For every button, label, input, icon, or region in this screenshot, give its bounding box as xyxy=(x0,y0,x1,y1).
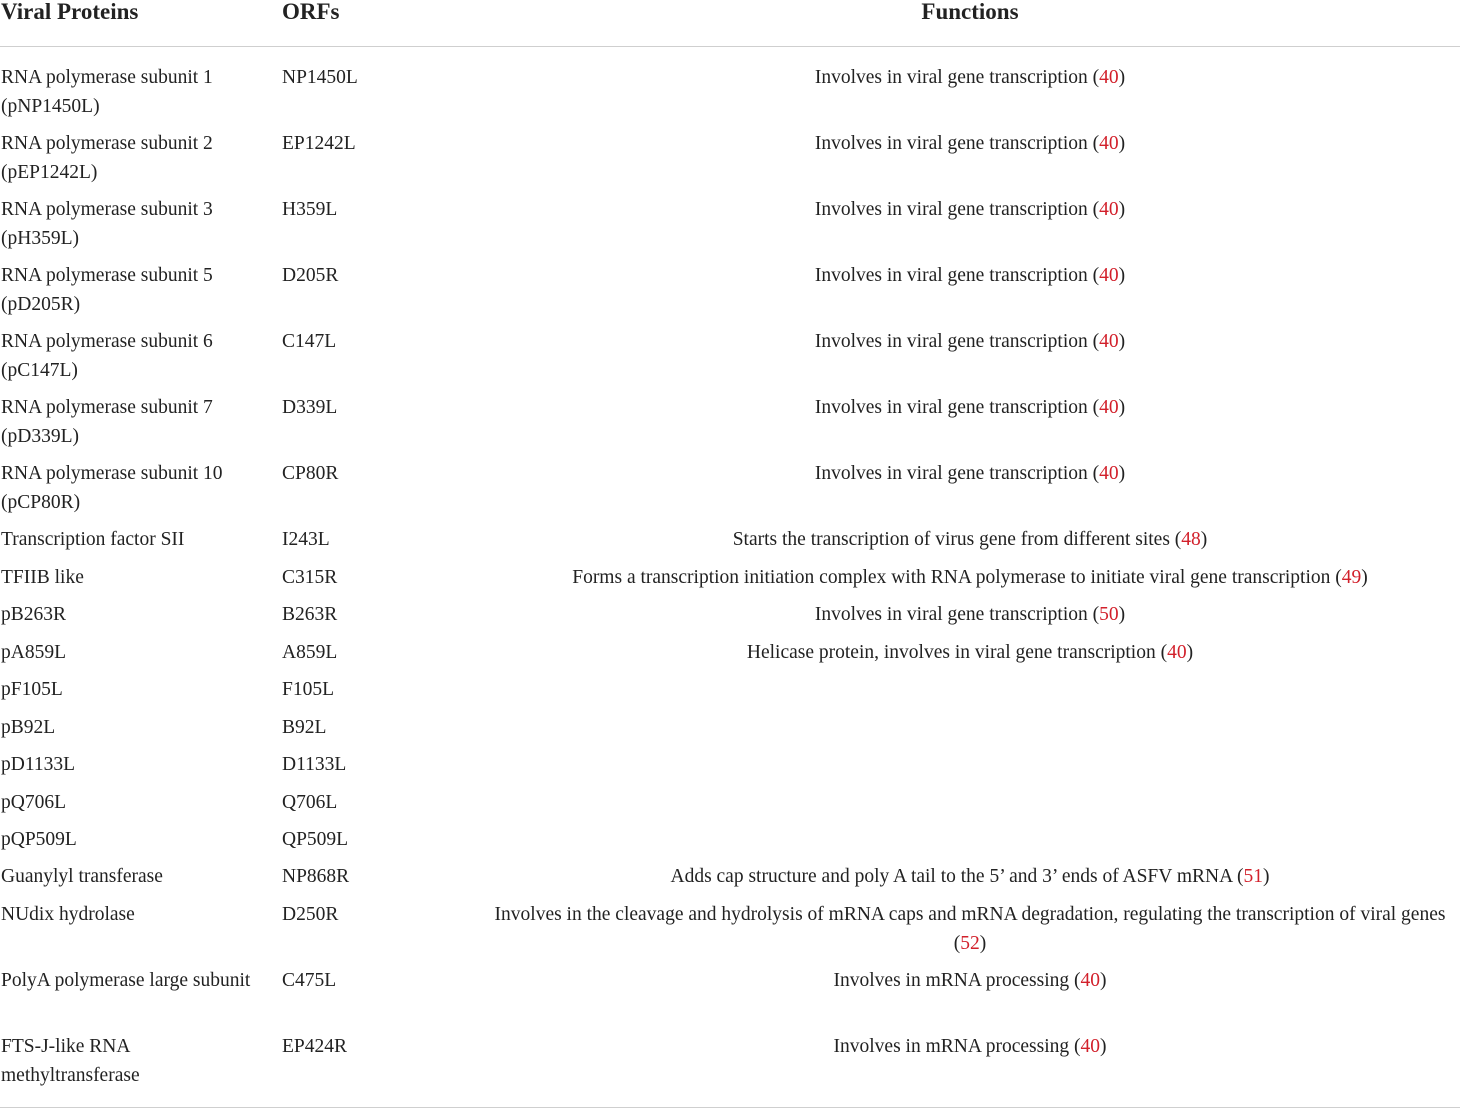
function-text: Involves in viral gene transcription xyxy=(814,604,1088,625)
cell-viral-protein: TFIIB like xyxy=(1,567,84,588)
cell-function xyxy=(485,196,1455,225)
ref-open-paren: ( xyxy=(1087,397,1100,418)
reference-link[interactable]: 40 xyxy=(1099,463,1119,484)
reference-link[interactable]: 40 xyxy=(1167,642,1187,663)
cell-viral-protein: RNA polymerase subunit 1 (pNP1450L) xyxy=(1,67,213,117)
ref-close-paren: ) xyxy=(1118,199,1126,220)
cell-function xyxy=(485,64,1455,93)
cell-orf: F105L xyxy=(282,679,335,700)
cell-viral-protein: pD1133L xyxy=(1,754,76,775)
cell-viral-protein: pB92L xyxy=(1,717,56,738)
cell-function xyxy=(485,130,1455,159)
function-text: Involves in viral gene transcription xyxy=(814,331,1088,352)
cell-function xyxy=(485,901,1455,958)
cell-viral-protein: RNA polymerase subunit 10 (pCP80R) xyxy=(1,463,223,513)
cell-orf: D205R xyxy=(282,265,339,286)
cell-viral-protein: Guanylyl transferase xyxy=(1,866,163,887)
ref-open-paren: ( xyxy=(1087,67,1100,88)
reference-link[interactable]: 52 xyxy=(960,932,980,954)
ref-close-paren: ) xyxy=(1118,604,1126,625)
ref-close-paren: ) xyxy=(1186,642,1194,663)
table-bottom-rule xyxy=(0,1107,1460,1108)
function-text: Adds cap structure and poly A tail to the 5’ and 3’ ends of ASFV mRNA xyxy=(670,866,1233,887)
cell-orf: C315R xyxy=(282,567,338,588)
cell-orf: B263R xyxy=(282,604,338,625)
ref-close-paren: ) xyxy=(1118,463,1126,484)
cell-orf: NP868R xyxy=(282,866,350,887)
ref-open-paren: ( xyxy=(1087,265,1100,286)
ref-close-paren: ) xyxy=(1118,67,1126,88)
reference-link[interactable]: 40 xyxy=(1099,397,1119,418)
cell-orf: EP1242L xyxy=(282,133,356,154)
ref-open-paren: ( xyxy=(1169,529,1182,550)
ref-close-paren: ) xyxy=(1200,529,1208,550)
cell-function xyxy=(485,328,1455,357)
function-text: Involves in viral gene transcription xyxy=(814,397,1088,418)
cell-orf: NP1450L xyxy=(282,67,358,88)
function-text: Involves in mRNA processing xyxy=(833,1036,1070,1057)
ref-open-paren: ( xyxy=(1069,1036,1081,1057)
reference-link[interactable]: 40 xyxy=(1080,1036,1100,1057)
cell-viral-protein: RNA polymerase subunit 3 (pH359L) xyxy=(1,199,213,249)
table-header xyxy=(0,0,1460,47)
cell-orf: D250R xyxy=(282,904,339,925)
reference-link[interactable]: 40 xyxy=(1099,199,1119,220)
cell-viral-protein: RNA polymerase subunit 6 (pC147L) xyxy=(1,331,213,381)
cell-function xyxy=(485,526,1455,555)
cell-orf: D339L xyxy=(282,397,338,418)
ref-close-paren: ) xyxy=(1361,567,1368,588)
reference-link[interactable]: 40 xyxy=(1099,265,1119,286)
ref-close-paren: ) xyxy=(1118,397,1126,418)
cell-orf: C147L xyxy=(282,331,337,352)
cell-viral-protein: Transcription factor SII xyxy=(1,529,185,550)
cell-function xyxy=(485,564,1455,593)
cell-viral-protein: RNA polymerase subunit 2 (pEP1242L) xyxy=(1,133,213,183)
cell-function xyxy=(485,967,1455,996)
cell-function xyxy=(485,601,1455,630)
ref-open-paren: ( xyxy=(1087,604,1100,625)
function-text: Forms a transcription initiation complex with RNA polymerase to initiate viral gene transcription xyxy=(572,567,1331,588)
cell-viral-protein: RNA polymerase subunit 7 (pD339L) xyxy=(1,397,213,447)
cell-viral-protein: RNA polymerase subunit 5 (pD205R) xyxy=(1,265,213,315)
reference-link[interactable]: 40 xyxy=(1099,67,1119,88)
cell-viral-protein: NUdix hydrolase xyxy=(1,904,135,925)
cell-orf: C475L xyxy=(282,970,337,991)
cell-orf: H359L xyxy=(282,199,338,220)
cell-orf: A859L xyxy=(282,642,338,663)
function-text: Involves in the cleavage and hydrolysis of mRNA caps and mRNA degradation, regulating the transcription of viral genes xyxy=(494,904,1446,925)
function-text: Involves in viral gene transcription xyxy=(814,133,1088,154)
cell-orf: B92L xyxy=(282,717,327,738)
function-text: Helicase protein, involves in viral gene transcription xyxy=(746,642,1156,663)
ref-open-paren: ( xyxy=(1087,463,1100,484)
header-orfs: ORFs xyxy=(282,0,340,24)
cell-orf: CP80R xyxy=(282,463,339,484)
ref-close-paren: ) xyxy=(1099,970,1107,991)
function-text: Involves in viral gene transcription xyxy=(814,199,1088,220)
cell-function xyxy=(485,262,1455,291)
ref-open-paren: ( xyxy=(1087,199,1100,220)
ref-open-paren: ( xyxy=(1330,567,1342,588)
ref-open-paren: ( xyxy=(1087,133,1100,154)
function-text: Involves in mRNA processing xyxy=(833,970,1070,991)
ref-open-paren: ( xyxy=(1232,866,1244,887)
ref-open-paren: ( xyxy=(953,932,961,954)
reference-link[interactable]: 40 xyxy=(1099,331,1119,352)
ref-open-paren: ( xyxy=(1087,331,1100,352)
ref-open-paren: ( xyxy=(1155,642,1168,663)
cell-viral-protein: pB263R xyxy=(1,604,67,625)
function-text: Involves in viral gene transcription xyxy=(814,265,1088,286)
ref-close-paren: ) xyxy=(1118,331,1126,352)
cell-viral-protein: FTS-J-like RNA methyltransferase xyxy=(1,1036,140,1086)
cell-viral-protein: pQP509L xyxy=(1,829,77,850)
cell-viral-protein: PolyA polymerase large subunit xyxy=(1,970,251,991)
ref-close-paren: ) xyxy=(1118,265,1126,286)
reference-link[interactable]: 40 xyxy=(1080,970,1100,991)
ref-open-paren: ( xyxy=(1069,970,1081,991)
cell-orf: QP509L xyxy=(282,829,349,850)
function-text: Involves in viral gene transcription xyxy=(814,67,1088,88)
cell-function xyxy=(485,460,1455,489)
cell-function xyxy=(485,863,1455,892)
ref-close-paren: ) xyxy=(1099,1036,1107,1057)
cell-orf: D1133L xyxy=(282,754,347,775)
header-viral-proteins: Viral Proteins xyxy=(1,0,139,24)
cell-orf: I243L xyxy=(282,529,330,550)
ref-close-paren: ) xyxy=(1118,133,1126,154)
cell-viral-protein: pA859L xyxy=(1,642,66,663)
cell-function xyxy=(485,394,1455,423)
reference-link[interactable]: 48 xyxy=(1181,529,1201,550)
cell-orf: EP424R xyxy=(282,1036,348,1057)
cell-function xyxy=(485,1033,1455,1062)
reference-link[interactable]: 51 xyxy=(1243,866,1264,887)
reference-link[interactable]: 50 xyxy=(1099,604,1119,625)
ref-close-paren: ) xyxy=(979,932,987,954)
reference-link[interactable]: 40 xyxy=(1099,133,1119,154)
header-functions: Functions xyxy=(921,0,1019,24)
cell-orf: Q706L xyxy=(282,792,338,813)
cell-viral-protein: pF105L xyxy=(1,679,63,700)
function-text: Starts the transcription of virus gene from different sites xyxy=(732,529,1170,550)
ref-close-paren: ) xyxy=(1263,866,1270,887)
cell-function xyxy=(485,639,1455,668)
reference-link[interactable]: 49 xyxy=(1341,567,1362,588)
cell-viral-protein: pQ706L xyxy=(1,792,66,813)
function-text: Involves in viral gene transcription xyxy=(814,463,1088,484)
